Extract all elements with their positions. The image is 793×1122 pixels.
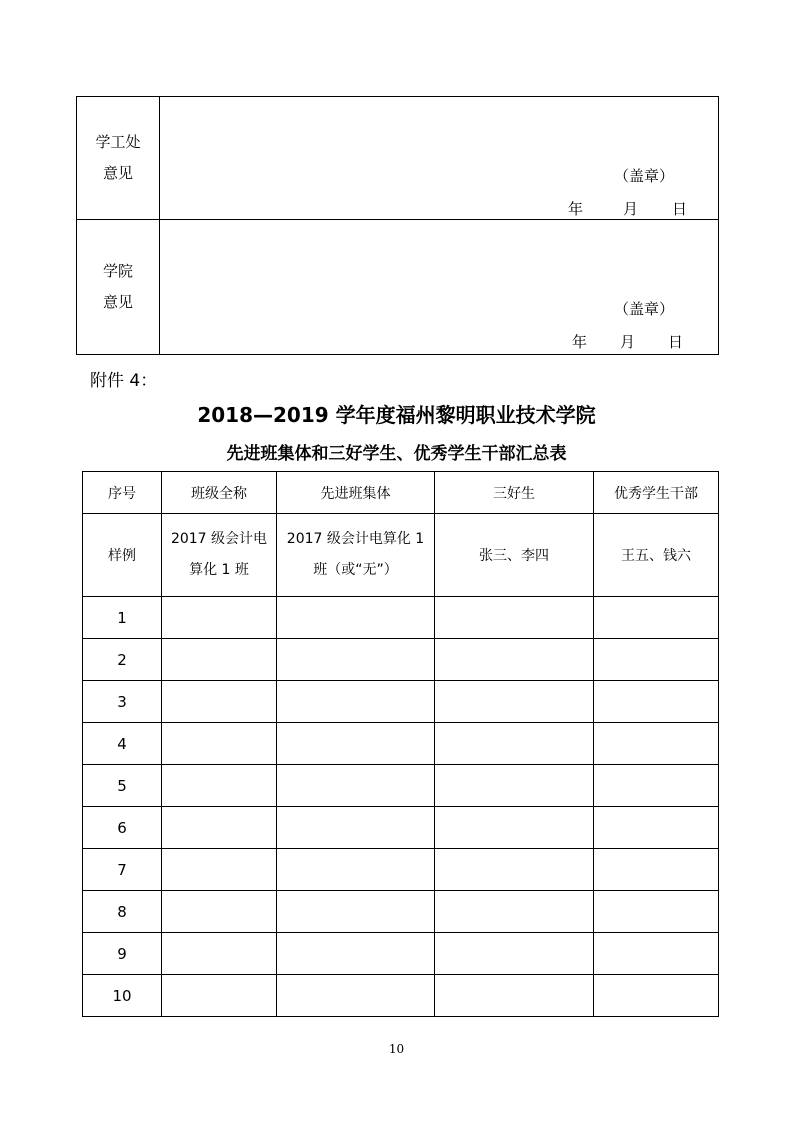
opinion-label-line2: 意见 <box>102 164 133 183</box>
sample-advanced-class <box>277 514 435 597</box>
table-header-row <box>83 472 719 514</box>
cell-class-name[interactable] <box>162 723 277 765</box>
cell-advanced-class[interactable] <box>277 681 435 723</box>
opinion-table <box>76 96 719 355</box>
cell-class-name[interactable] <box>162 765 277 807</box>
row-number: 7 <box>83 849 162 891</box>
opinion-label-line1: 学工处 <box>95 133 141 152</box>
page-number: 10 <box>388 1042 405 1056</box>
cell-student-cadres[interactable] <box>594 849 719 891</box>
cell-merit-students[interactable] <box>435 639 594 681</box>
cell-merit-students[interactable] <box>435 891 594 933</box>
cell-merit-students[interactable] <box>435 807 594 849</box>
cell-student-cadres[interactable] <box>594 723 719 765</box>
cell-merit-students[interactable] <box>435 681 594 723</box>
opinion-content-student-affairs <box>160 97 719 220</box>
opinion-label-line1: 学院 <box>102 262 133 281</box>
column-header: 先进班集体 <box>277 472 435 514</box>
cell-advanced-class[interactable] <box>277 597 435 639</box>
cell-merit-students[interactable] <box>435 765 594 807</box>
date-month: 月 <box>623 200 639 218</box>
row-number: 1 <box>83 597 162 639</box>
column-header: 三好生 <box>435 472 594 514</box>
summary-table <box>82 471 719 1017</box>
cell-advanced-class[interactable] <box>277 849 435 891</box>
row-number: 4 <box>83 723 162 765</box>
opinion-row-college <box>77 220 719 355</box>
opinion-label-student-affairs <box>77 97 160 220</box>
seal-text: （盖章） <box>613 167 674 185</box>
cell-merit-students[interactable] <box>435 597 594 639</box>
sample-label: 样例 <box>83 514 162 597</box>
table-row <box>83 597 719 639</box>
cell-student-cadres[interactable] <box>594 933 719 975</box>
column-header: 优秀学生干部 <box>594 472 719 514</box>
cell-class-name[interactable] <box>162 975 277 1017</box>
page-subtitle: 先进班集体和三好学生、优秀学生干部汇总表 <box>226 444 567 464</box>
row-number: 9 <box>83 933 162 975</box>
cell-class-name[interactable] <box>162 807 277 849</box>
date-day: 日 <box>672 200 688 218</box>
sample-advanced-line1: 2017 级会计电算化 1 <box>286 531 425 547</box>
cell-merit-students[interactable] <box>435 849 594 891</box>
attachment-label: 附件 4： <box>90 371 158 391</box>
sample-class-name <box>162 514 277 597</box>
opinion-content-college <box>160 220 719 355</box>
cell-advanced-class[interactable] <box>277 933 435 975</box>
date-month: 月 <box>620 333 636 352</box>
cell-advanced-class[interactable] <box>277 975 435 1017</box>
cell-advanced-class[interactable] <box>277 723 435 765</box>
table-row <box>83 765 719 807</box>
sample-class-line1: 2017 级会计电 <box>170 531 268 547</box>
cell-student-cadres[interactable] <box>594 639 719 681</box>
seal-text: （盖章） <box>613 300 674 319</box>
cell-class-name[interactable] <box>162 891 277 933</box>
cell-advanced-class[interactable] <box>277 639 435 681</box>
opinion-label-college <box>77 220 160 355</box>
cell-class-name[interactable] <box>162 639 277 681</box>
row-number: 10 <box>83 975 162 1017</box>
cell-student-cadres[interactable] <box>594 975 719 1017</box>
column-header: 序号 <box>83 472 162 514</box>
date-year: 年 <box>572 333 588 352</box>
cell-advanced-class[interactable] <box>277 765 435 807</box>
row-number: 3 <box>83 681 162 723</box>
cell-merit-students[interactable] <box>435 975 594 1017</box>
sample-student-cadres: 王五、钱六 <box>594 514 719 597</box>
table-row <box>83 681 719 723</box>
cell-class-name[interactable] <box>162 597 277 639</box>
page-title: 2018—2019 学年度福州黎明职业技术学院 <box>197 403 596 427</box>
sample-row <box>83 514 719 597</box>
cell-student-cadres[interactable] <box>594 765 719 807</box>
table-row <box>83 723 719 765</box>
cell-advanced-class[interactable] <box>277 807 435 849</box>
cell-merit-students[interactable] <box>435 933 594 975</box>
row-number: 8 <box>83 891 162 933</box>
cell-student-cadres[interactable] <box>594 681 719 723</box>
sample-class-line2: 算化 1 班 <box>189 562 249 578</box>
cell-class-name[interactable] <box>162 933 277 975</box>
row-number: 2 <box>83 639 162 681</box>
date-year: 年 <box>568 200 584 218</box>
table-row <box>83 975 719 1017</box>
table-row <box>83 849 719 891</box>
cell-student-cadres[interactable] <box>594 597 719 639</box>
row-number: 6 <box>83 807 162 849</box>
table-row <box>83 891 719 933</box>
sample-advanced-line2: 班（或“无”） <box>313 562 398 578</box>
opinion-row-student-affairs <box>77 97 719 220</box>
table-row <box>83 933 719 975</box>
cell-merit-students[interactable] <box>435 723 594 765</box>
cell-student-cadres[interactable] <box>594 807 719 849</box>
date-day: 日 <box>668 333 684 352</box>
column-header: 班级全称 <box>162 472 277 514</box>
table-row <box>83 639 719 681</box>
cell-student-cadres[interactable] <box>594 891 719 933</box>
opinion-label-line2: 意见 <box>102 293 133 312</box>
sample-merit-students: 张三、李四 <box>435 514 594 597</box>
table-row <box>83 807 719 849</box>
cell-class-name[interactable] <box>162 681 277 723</box>
row-number: 5 <box>83 765 162 807</box>
cell-class-name[interactable] <box>162 849 277 891</box>
cell-advanced-class[interactable] <box>277 891 435 933</box>
